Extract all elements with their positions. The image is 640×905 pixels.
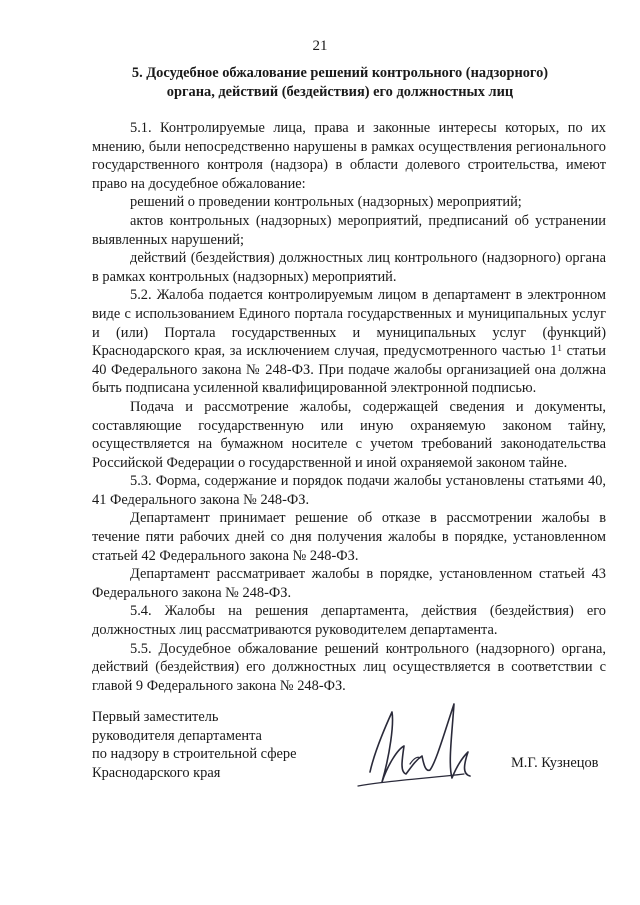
signatory-name: М.Г. Кузнецов	[511, 755, 599, 771]
signatory-title-line-3: по надзору в строительной сфере	[92, 746, 297, 763]
document-body	[92, 119, 606, 695]
paragraph-5-2-text-b: статьи 40 Федерального закона № 248-ФЗ. При подаче жалобы организацией она должна быть подписана усиленной квалифицированной электронной подписью.	[92, 343, 606, 397]
paragraph-review: Департамент рассматривает жалобы в порядке, установленном статьей 43 Федерального закона № 248-ФЗ.	[92, 566, 606, 601]
signatory-title-line-4: Краснодарского края	[92, 764, 221, 781]
paragraph-refusal: Департамент принимает решение об отказе в рассмотрении жалобы в течение пяти рабочих дней со дня получения жалобы в порядке, установленном статьей 42 Федерального закона № 248-ФЗ.	[92, 510, 606, 564]
section-heading	[130, 64, 550, 102]
paragraph-5-2-text-a: 5.2. Жалоба подается контролируемым лицом в департамент в электронном виде с использованием Единого портала государственных и муниципальных услуг и (или) Портала государственных и муниципальных услуг (функций) Краснодарского края, за исключением случая, предусмотренного частью 1	[92, 287, 606, 360]
signatory-title-line-1: Первый заместитель	[92, 709, 219, 725]
paragraph-5-4: 5.4. Жалобы на решения департамента, действия (бездействия) его должностных лиц рассматриваются руководителем департамента.	[92, 603, 606, 639]
handwritten-signature	[352, 694, 492, 804]
heading-line-1: 5. Досудебное обжалование решений контрольного (надзорного)	[131, 65, 549, 81]
list-item-actions: действий (бездействия) должностных лиц контрольного (надзорного) органа в рамках контрольных (надзорных) мероприятий.	[92, 250, 606, 285]
paragraph-5-3: 5.3. Форма, содержание и порядок подачи жалобы установлены статьями 40, 41 Федерального закона № 248-ФЗ.	[92, 473, 606, 508]
page-number: 21	[312, 38, 328, 54]
signatory-title-line-2: руководителя департамента	[92, 727, 262, 744]
paragraph-5-2	[92, 286, 606, 398]
heading-line-2: органа, действий (бездействия) его должностных лиц	[166, 84, 514, 100]
list-item-decisions: решений о проведении контрольных (надзорных) мероприятий;	[130, 194, 522, 211]
list-item-acts: актов контрольных (надзорных) мероприятий, предписаний об устранении выявленных нарушений;	[92, 212, 606, 248]
signatory-title	[92, 708, 342, 782]
paragraph-secret-info: Подача и рассмотрение жалобы, содержащей сведения и документы, составляющие государственную или иную охраняемую законом тайну, осуществляется на бумажном носителе с учетом требований законодательства Российской Федерации о государственной и иной охраняемой законом тайне.	[92, 398, 606, 471]
paragraph-5-1: 5.1. Контролируемые лица, права и законные интересы которых, по их мнению, были непосредственно нарушены в рамках осуществления регионального государственного контроля (надзора) в области долевого строительства, имеют право на досудебное обжалование:	[92, 120, 606, 192]
paragraph-5-5: 5.5. Досудебное обжалование решений контрольного (надзорного) органа, действий (бездействия) его должностных лиц осуществляется в соответствии с главой 9 Федерального закона № 248-ФЗ.	[92, 640, 606, 694]
paragraph-5-2-superscript: 1	[557, 343, 562, 354]
